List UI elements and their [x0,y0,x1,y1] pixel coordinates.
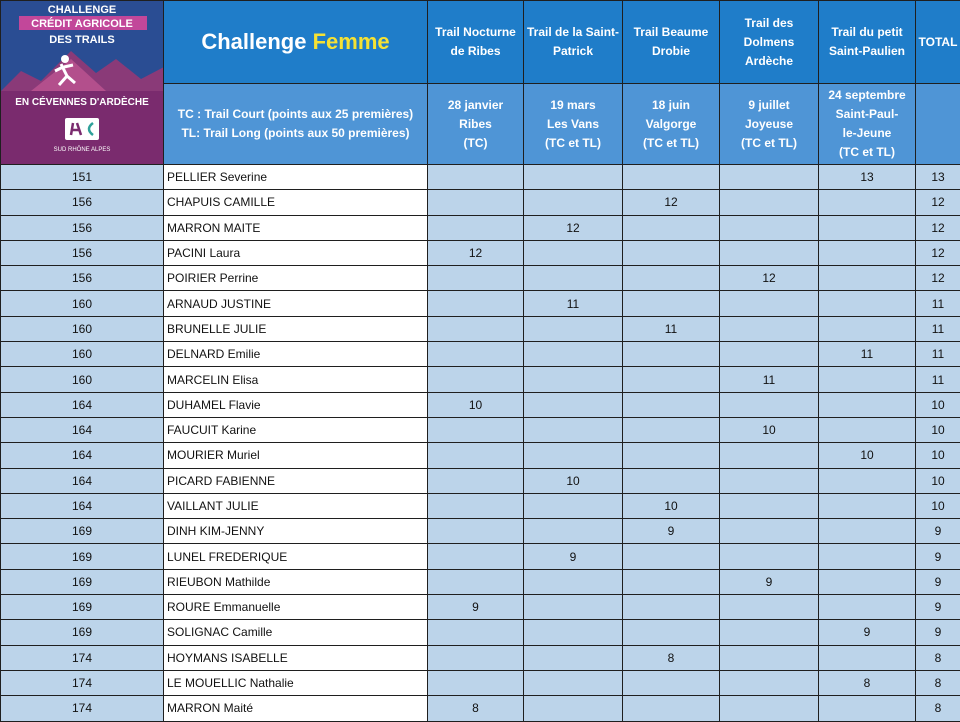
rank-cell: 160 [1,291,164,316]
table-row [1,493,960,518]
table-row [1,316,960,341]
total-cell: 12 [916,266,960,291]
athlete-name-cell: RIEUBON Mathilde [164,569,428,594]
athlete-name-cell: DELNARD Emilie [164,342,428,367]
score-cell [819,215,916,240]
score-cell [524,165,623,190]
score-cell [720,316,819,341]
race-info-1 [428,84,524,165]
score-cell [428,266,524,291]
table-row [1,443,960,468]
total-cell: 10 [916,468,960,493]
score-cell [524,240,623,265]
race-name-3-text: Trail Beaume Drobie [623,23,719,61]
score-cell [524,645,623,670]
score-cell [623,291,720,316]
score-cell [819,417,916,442]
score-cell [819,645,916,670]
score-cell [819,316,916,341]
score-cell [623,417,720,442]
score-cell [819,367,916,392]
table-row [1,240,960,265]
total-cell: 11 [916,316,960,341]
score-cell [623,240,720,265]
athlete-name-cell: MARCELIN Elisa [164,367,428,392]
total-header-text: TOTAL [916,33,960,52]
rank-cell: 164 [1,468,164,493]
athlete-name-cell: MARRON Maité [164,696,428,721]
challenge-logo [1,1,164,165]
total-info [916,84,960,165]
table-row [1,417,960,442]
score-cell [428,342,524,367]
athlete-name-cell: ARNAUD JUSTINE [164,291,428,316]
table-row [1,544,960,569]
score-cell: 9 [819,620,916,645]
legend-line1: TC : Trail Court (points aux 25 premières) [164,105,427,124]
total-cell: 8 [916,670,960,695]
score-cell: 10 [623,493,720,518]
rank-cell: 156 [1,190,164,215]
total-cell: 12 [916,240,960,265]
total-cell: 8 [916,696,960,721]
rank-cell: 169 [1,595,164,620]
score-cell [524,342,623,367]
score-cell [623,696,720,721]
race-name-1 [428,1,524,84]
table-row [1,291,960,316]
athlete-name-cell: PICARD FABIENNE [164,468,428,493]
score-cell [819,392,916,417]
rank-cell: 160 [1,367,164,392]
score-cell [428,417,524,442]
score-cell: 9 [720,569,819,594]
rank-cell: 174 [1,696,164,721]
total-cell: 9 [916,519,960,544]
score-cell [623,215,720,240]
title-highlight: Femme [313,29,390,54]
athlete-name-cell: CHAPUIS CAMILLE [164,190,428,215]
score-cell [720,544,819,569]
rank-cell: 169 [1,544,164,569]
athlete-name-cell: POIRIER Perrine [164,266,428,291]
rank-cell: 156 [1,215,164,240]
score-cell: 10 [720,417,819,442]
score-cell: 10 [524,468,623,493]
score-cell [819,190,916,215]
race-name-4 [720,1,819,84]
score-cell [524,316,623,341]
race-type: (TC et TL) [524,134,622,153]
table-row [1,645,960,670]
athlete-name-cell: BRUNELLE JULIE [164,316,428,341]
score-cell [524,620,623,645]
score-cell [524,595,623,620]
total-cell: 9 [916,569,960,594]
score-cell [524,190,623,215]
score-cell [819,291,916,316]
table-row [1,670,960,695]
score-cell: 10 [819,443,916,468]
score-cell [623,620,720,645]
score-cell [428,620,524,645]
race-type: (TC) [428,134,523,153]
score-cell [720,392,819,417]
total-cell: 11 [916,291,960,316]
total-cell: 11 [916,342,960,367]
score-cell: 11 [623,316,720,341]
score-cell [524,696,623,721]
table-row [1,367,960,392]
score-cell: 11 [720,367,819,392]
score-cell [428,443,524,468]
score-cell [623,468,720,493]
score-cell: 8 [819,670,916,695]
legend-line2: TL: Trail Long (points aux 50 premières) [164,124,427,143]
table-row [1,215,960,240]
total-cell: 11 [916,367,960,392]
rank-cell: 164 [1,493,164,518]
score-cell [524,493,623,518]
score-cell [720,696,819,721]
athlete-name-cell: FAUCUIT Karine [164,417,428,442]
total-cell: 13 [916,165,960,190]
race-place: Joyeuse [720,115,818,134]
score-cell [819,569,916,594]
rank-cell: 164 [1,443,164,468]
rank-cell: 174 [1,645,164,670]
score-cell [428,165,524,190]
athlete-name-cell: PELLIER Severine [164,165,428,190]
table-row [1,468,960,493]
score-cell [623,544,720,569]
rank-cell: 156 [1,240,164,265]
score-cell [720,190,819,215]
race-place: Saint-Paul-le-Jeune [819,105,915,143]
logo-line4: EN CÉVENNES D'ARDÈCHE [15,95,149,108]
score-cell [720,215,819,240]
total-cell: 10 [916,443,960,468]
score-cell [524,417,623,442]
score-cell [819,240,916,265]
score-cell [720,645,819,670]
total-cell: 10 [916,417,960,442]
score-cell [428,190,524,215]
score-cell [720,493,819,518]
total-cell: 9 [916,544,960,569]
logo-line1: CHALLENGE [48,4,116,16]
score-cell [524,392,623,417]
total-cell: 10 [916,493,960,518]
race-date: 24 septembre [819,86,915,105]
rank-cell: 160 [1,342,164,367]
score-cell [428,569,524,594]
total-cell: 12 [916,190,960,215]
athlete-name-cell: SOLIGNAC Camille [164,620,428,645]
score-cell [819,493,916,518]
race-info-2 [524,84,623,165]
race-date: 18 juin [623,96,719,115]
score-cell [720,291,819,316]
total-cell: 8 [916,645,960,670]
score-cell [524,569,623,594]
race-date: 9 juillet [720,96,818,115]
score-cell [623,595,720,620]
score-cell: 12 [524,215,623,240]
race-name-2 [524,1,623,84]
score-cell [524,367,623,392]
rank-cell: 156 [1,266,164,291]
score-cell [720,165,819,190]
race-info-4 [720,84,819,165]
total-cell: 12 [916,215,960,240]
athlete-name-cell: LUNEL FREDERIQUE [164,544,428,569]
athlete-name-cell: DUHAMEL Flavie [164,392,428,417]
race-name-2-text: Trail de la Saint-Patrick [524,23,622,61]
score-cell [819,696,916,721]
score-cell [524,519,623,544]
athlete-name-cell: PACINI Laura [164,240,428,265]
score-cell [720,670,819,695]
score-cell: 12 [720,266,819,291]
score-cell [819,519,916,544]
score-cell [524,443,623,468]
race-type: (TC et TL) [819,143,915,162]
race-type: (TC et TL) [623,134,719,153]
title-prefix: Challenge [201,29,306,54]
race-date: 28 janvier [428,96,523,115]
score-cell [720,595,819,620]
athlete-name-cell: MOURIER Muriel [164,443,428,468]
score-cell: 12 [428,240,524,265]
race-place: Ribes [428,115,523,134]
score-cell [623,266,720,291]
race-name-4-text: Trail des Dolmens Ardèche [720,14,818,71]
table-row [1,519,960,544]
rank-cell: 151 [1,165,164,190]
score-cell [720,620,819,645]
score-cell [428,544,524,569]
race-type: (TC et TL) [720,134,818,153]
score-cell [428,291,524,316]
logo-graphic [1,1,164,159]
score-cell [623,392,720,417]
table-row [1,190,960,215]
score-cell [819,468,916,493]
table-row [1,696,960,721]
logo-line3: DES TRAILS [49,34,114,46]
athlete-name-cell: LE MOUELLIC Nathalie [164,670,428,695]
athlete-name-cell: DINH KIM-JENNY [164,519,428,544]
score-cell: 11 [524,291,623,316]
race-place: Les Vans [524,115,622,134]
table-row [1,266,960,291]
score-cell [623,367,720,392]
total-cell: 9 [916,595,960,620]
page-title [164,1,428,84]
rank-cell: 164 [1,392,164,417]
score-cell: 8 [428,696,524,721]
table-row [1,392,960,417]
logo-sponsor: SUD RHÔNE ALPES [54,146,111,153]
rank-cell: 169 [1,620,164,645]
athlete-name-cell: MARRON MAITE [164,215,428,240]
table-row [1,342,960,367]
score-cell [428,645,524,670]
race-name-3 [623,1,720,84]
legend [164,84,428,165]
logo-line2: CRÉDIT AGRICOLE [31,17,133,30]
score-cell [819,595,916,620]
score-cell [428,519,524,544]
rank-cell: 169 [1,569,164,594]
race-date: 19 mars [524,96,622,115]
race-info-3 [623,84,720,165]
score-cell [428,367,524,392]
athlete-name-cell: ROURE Emmanuelle [164,595,428,620]
total-cell: 9 [916,620,960,645]
score-cell [428,493,524,518]
score-cell [428,468,524,493]
race-name-5-text: Trail du petit Saint-Paulien [819,23,915,61]
score-cell [623,165,720,190]
score-cell: 9 [428,595,524,620]
rank-cell: 160 [1,316,164,341]
race-info-5 [819,84,916,165]
score-cell [428,316,524,341]
rank-cell: 169 [1,519,164,544]
score-cell: 12 [623,190,720,215]
athlete-name-cell: VAILLANT JULIE [164,493,428,518]
score-cell [524,670,623,695]
athlete-name-cell: HOYMANS ISABELLE [164,645,428,670]
score-cell [720,240,819,265]
score-cell [623,569,720,594]
score-cell [720,468,819,493]
score-cell [623,342,720,367]
score-cell: 13 [819,165,916,190]
score-cell [524,266,623,291]
score-cell: 8 [623,645,720,670]
rank-cell: 174 [1,670,164,695]
table-row [1,569,960,594]
score-cell [819,544,916,569]
score-cell: 11 [819,342,916,367]
score-cell [623,443,720,468]
score-cell [720,443,819,468]
race-name-1-text: Trail Nocturne de Ribes [428,23,523,61]
table-row [1,620,960,645]
rank-cell: 164 [1,417,164,442]
score-cell: 9 [623,519,720,544]
credit-agricole-icon [65,118,99,140]
table-row [1,595,960,620]
score-cell [720,342,819,367]
score-cell [428,215,524,240]
score-cell: 10 [428,392,524,417]
score-cell: 9 [524,544,623,569]
score-cell [720,519,819,544]
score-cell [428,670,524,695]
table-row [1,165,960,190]
score-cell [819,266,916,291]
total-cell: 10 [916,392,960,417]
score-cell [623,670,720,695]
total-header [916,1,960,84]
race-name-5 [819,1,916,84]
race-place: Valgorge [623,115,719,134]
